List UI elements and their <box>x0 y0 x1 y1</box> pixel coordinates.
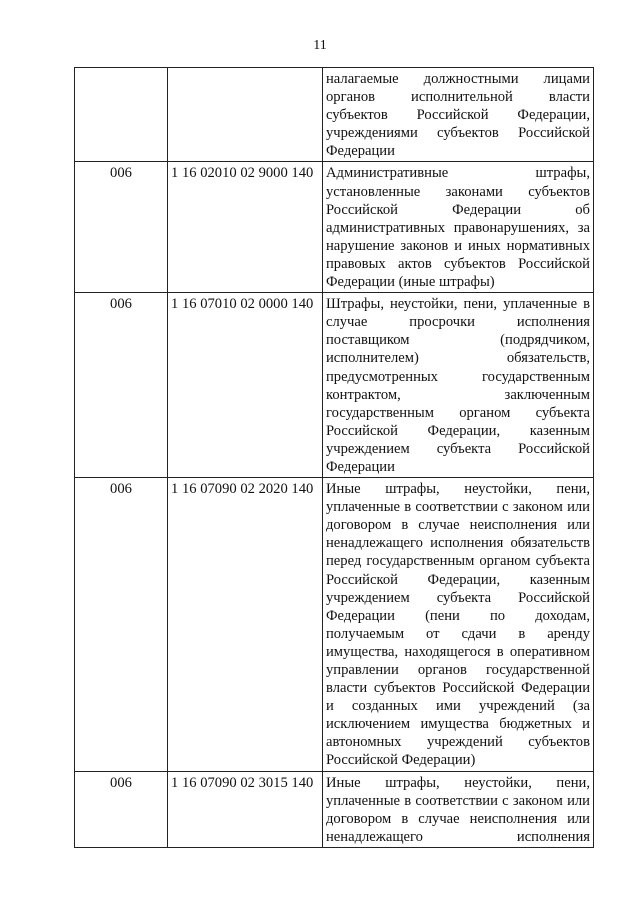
revenue-name-cell: Административные штрафы, установленные законами субъектов Российской Федерации об административных правонарушениях, за нарушение законов и иных нормативных правовых актов субъектов Российской Федерации (иные штрафы) <box>323 162 594 293</box>
admin-code-cell: 006 <box>75 478 168 772</box>
admin-code-cell: 006 <box>75 771 168 847</box>
admin-code-cell: 006 <box>75 162 168 293</box>
revenue-name-cell: налагаемые должностными лицами органов исполнительной власти субъектов Российской Федерации, учреждениями субъектов Российской Федерации <box>323 68 594 162</box>
revenue-name-cell: Иные штрафы, неустойки, пени, уплаченные в соответствии с законом или договором в случае неисполнения или ненадлежащего исполнения обязательств перед государственным органом субъекта Российской Федерации, казенным учреждением субъекта Российской Федерации (пени по доходам, получаемым от сдачи в аренду имущества, находящегося в оперативном управлении органов государственной власти субъектов Российской Федерации и созданных ими учреждений (за исключением имущества бюджетных и автономных учреждений субъектов Российской Федерации) <box>323 478 594 772</box>
table-row <box>75 68 594 162</box>
table-row <box>75 293 594 478</box>
table-row <box>75 162 594 293</box>
table-row <box>75 771 594 847</box>
kbk-code-cell: 1 16 07090 02 2020 140 <box>168 478 323 772</box>
admin-code-cell <box>75 68 168 162</box>
revenue-name-cell: Штрафы, неустойки, пени, уплаченные в случае просрочки исполнения поставщиком (подрядчиком, исполнителем) обязательств, предусмотренных государственным контрактом, заключенным государственным органом субъекта Российской Федерации, казенным учреждением субъекта Российской Федерации <box>323 293 594 478</box>
kbk-code-cell: 1 16 02010 02 9000 140 <box>168 162 323 293</box>
table-row <box>75 478 594 772</box>
kbk-code-cell: 1 16 07090 02 3015 140 <box>168 771 323 847</box>
page-number: 11 <box>313 38 327 53</box>
kbk-code-cell: 1 16 07010 02 0000 140 <box>168 293 323 478</box>
admin-code-cell: 006 <box>75 293 168 478</box>
revenue-name-cell: Иные штрафы, неустойки, пени, уплаченные в соответствии с законом или договором в случае неисполнения или ненадлежащего исполнения <box>323 771 594 847</box>
kbk-code-cell <box>168 68 323 162</box>
budget-classification-table <box>74 67 594 848</box>
